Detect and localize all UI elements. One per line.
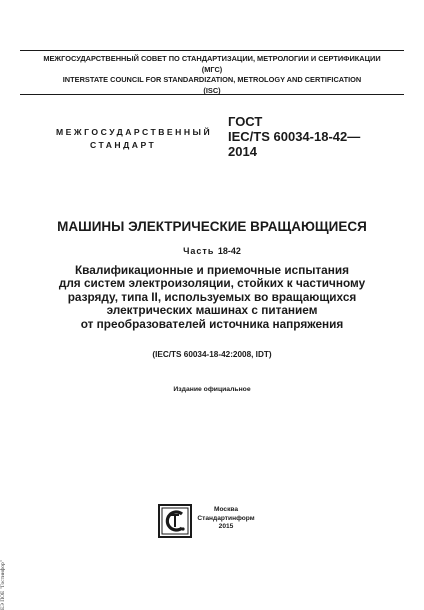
publisher-block (196, 506, 256, 532)
subtitle-line: разряду, типа II, используемых во вращающихся (67, 289, 357, 304)
document-subtitle (0, 264, 424, 331)
designation-year: 2014 (228, 144, 257, 159)
designation-prefix: ГОСТ (228, 114, 263, 129)
standard-designation (228, 114, 360, 159)
standard-type-line2: СТАНДАРТ (90, 140, 157, 150)
council-header (20, 54, 404, 96)
subtitle-line: Квалификационные и приемочные испытания (74, 263, 350, 277)
vertical-side-note: ЕЭ ПОЕ "Гостинфор" (0, 560, 6, 610)
publisher-city: Москва (213, 506, 239, 513)
publisher-name: Стандартинформ (197, 514, 255, 522)
standard-type (56, 126, 216, 152)
publisher-year: 2015 (218, 523, 234, 531)
designation-number: IEC/TS 60034-18-42— (228, 129, 361, 144)
part-heading (0, 246, 424, 256)
subtitle-line: электрических машинах с питанием (106, 303, 318, 318)
part-label: Часть (183, 246, 215, 256)
header-bottom-rule (20, 94, 404, 95)
header-top-rule (20, 50, 404, 51)
document-main-title: МАШИНЫ ЭЛЕКТРИЧЕСКИЕ ВРАЩАЮЩИЕСЯ (57, 219, 367, 234)
edition-note: Издание официальное (173, 386, 251, 393)
subtitle-line: для систем электроизоляции, стойких к частичному (58, 276, 366, 291)
standard-type-line1: МЕЖГОСУДАРСТВЕННЫЙ (56, 127, 213, 137)
council-name-en: INTERSTATE COUNCIL FOR STANDARDIZATION, METROLOGY AND CERTIFICATION (62, 75, 362, 84)
council-abbr-ru: (МГС) (201, 64, 223, 74)
council-abbr-en: (ISC) (203, 85, 221, 95)
iec-reference: (IEC/TS 60034-18-42:2008, IDT) (152, 350, 272, 359)
part-number: 18-42 (217, 246, 241, 256)
standartinform-logo-icon (158, 504, 192, 538)
council-name-ru: МЕЖГОСУДАРСТВЕННЫЙ СОВЕТ ПО СТАНДАРТИЗАЦИИ, МЕТРОЛОГИИ И СЕРТИФИКАЦИИ (43, 54, 381, 63)
subtitle-line: от преобразователей источника напряжения (80, 316, 344, 331)
